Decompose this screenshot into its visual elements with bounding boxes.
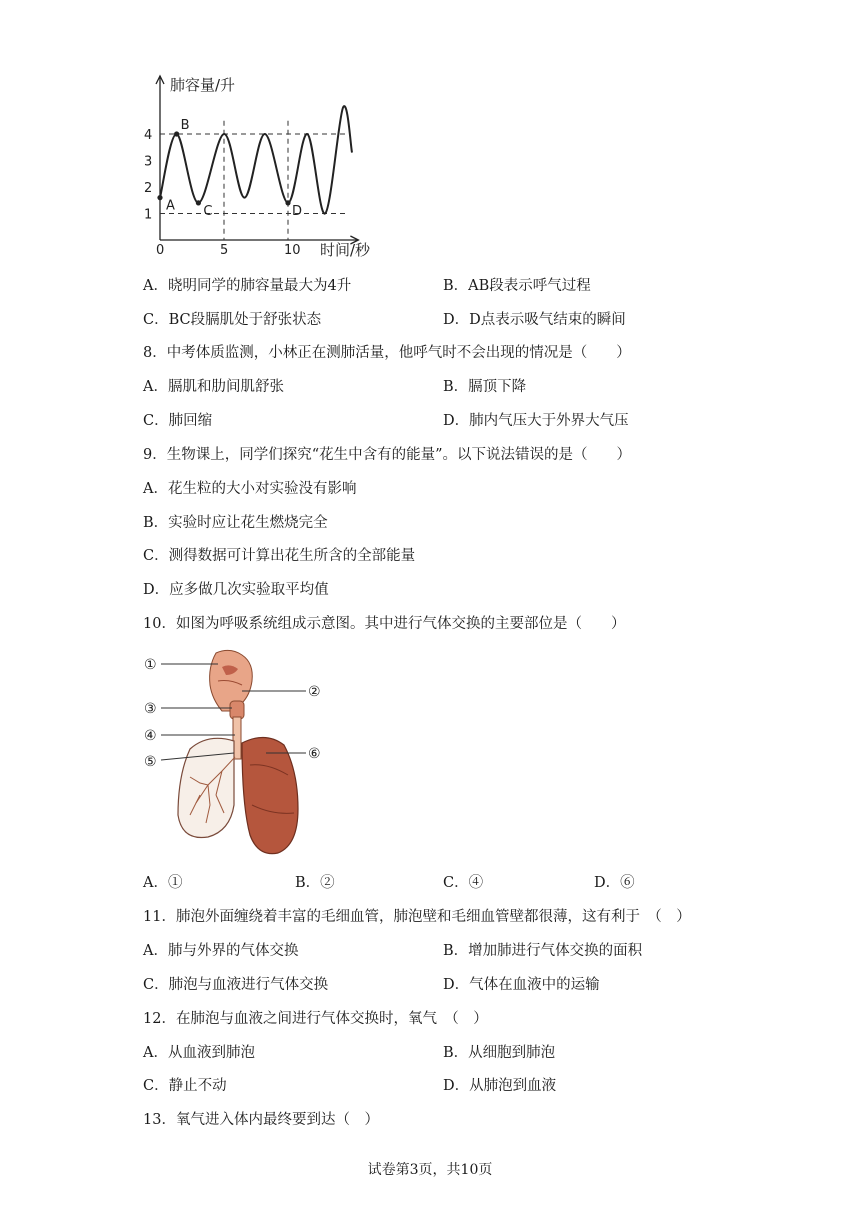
q9-option-c[interactable]: C．测得数据可计算出花生所含的全部能量	[143, 548, 416, 564]
point-b	[174, 131, 179, 136]
q13-stem: 13．氧气进入体内最终要到达（ ）	[143, 1112, 379, 1128]
x-axis-label: 时间/秒	[320, 241, 371, 259]
label-6: ⑥	[308, 746, 321, 762]
q10-option-d[interactable]: D．⑥	[594, 875, 635, 891]
label-5: ⑤	[144, 754, 157, 770]
q7-option-c[interactable]: C．BC段膈肌处于舒张状态	[143, 312, 322, 328]
point-label-a: A	[166, 198, 175, 214]
q12-option-c[interactable]: C．静止不动	[143, 1078, 227, 1094]
y-tick-label: 2	[144, 181, 153, 196]
q9-option-a[interactable]: A．花生粒的大小对实验没有影响	[143, 481, 357, 497]
right-lung	[242, 737, 298, 853]
larynx	[230, 701, 244, 719]
q12-option-a[interactable]: A．从血液到肺泡	[143, 1045, 255, 1061]
q10-option-a[interactable]: A．①	[143, 875, 183, 891]
q11-option-c[interactable]: C．肺泡与血液进行气体交换	[143, 977, 329, 993]
q8-option-c[interactable]: C．肺回缩	[143, 413, 213, 429]
q11-option-d[interactable]: D．气体在血液中的运输	[443, 977, 600, 993]
q10-stem: 10．如图为呼吸系统组成示意图。其中进行气体交换的主要部位是（ ）	[143, 616, 626, 632]
q12-stem: 12．在肺泡与血液之间进行气体交换时，氧气 （ ）	[143, 1011, 488, 1027]
point-label-b: B	[180, 118, 190, 133]
q7-option-b[interactable]: B．AB段表示呼气过程	[443, 278, 591, 294]
point-label-c: C	[203, 203, 213, 219]
label-4: ④	[144, 728, 157, 744]
point-label-d: D	[292, 203, 303, 219]
q11-option-b[interactable]: B．增加肺进行气体交换的面积	[443, 943, 643, 959]
label-2: ②	[308, 684, 321, 700]
label-1: ①	[144, 657, 157, 673]
q9-stem: 9．生物课上，同学们探究“花生中含有的能量”。以下说法错误的是（ ）	[143, 447, 632, 463]
respiratory-system-diagram	[138, 645, 338, 860]
q8-option-d[interactable]: D．肺内气压大于外界大气压	[443, 413, 629, 429]
q10-option-b[interactable]: B．②	[295, 875, 335, 891]
point-c	[196, 200, 201, 205]
q12-option-d[interactable]: D．从肺泡到血液	[443, 1078, 557, 1094]
y-tick-label: 3	[144, 154, 153, 170]
q8-stem: 8．中考体质监测，小林正在测肺活量，他呼气时不会出现的情况是（ ）	[143, 345, 631, 361]
page-footer: 试卷第3页，共10页	[367, 1162, 493, 1178]
point-d	[285, 200, 290, 205]
q12-option-b[interactable]: B．从细胞到肺泡	[443, 1045, 556, 1061]
x-tick-label: 10	[284, 243, 301, 258]
q10-option-c[interactable]: C．④	[443, 875, 484, 891]
q7-option-d[interactable]: D．D点表示吸气结束的瞬间	[443, 312, 626, 328]
y-tick-label: 4	[144, 128, 153, 143]
label-3: ③	[144, 701, 157, 717]
q9-option-b[interactable]: B．实验时应让花生燃烧完全	[143, 515, 328, 531]
point-a	[157, 195, 162, 200]
q9-option-d[interactable]: D．应多做几次实验取平均值	[143, 582, 329, 598]
q8-option-b[interactable]: B．膈顶下降	[443, 379, 527, 395]
x-tick-label: 0	[156, 243, 165, 258]
y-axis-label: 肺容量/升	[170, 76, 236, 94]
q11-stem: 11．肺泡外面缠绕着丰富的毛细血管，肺泡壁和毛细血管壁都很薄，这有利于 （ ）	[143, 909, 691, 925]
x-tick-label: 5	[220, 243, 229, 258]
q7-option-a[interactable]: A．晓明同学的肺容量最大为4升	[143, 278, 352, 294]
q11-option-a[interactable]: A．肺与外界的气体交换	[143, 943, 299, 959]
q8-option-a[interactable]: A．膈肌和肋间肌舒张	[143, 379, 284, 395]
y-tick-label: 1	[144, 207, 153, 223]
lung-volume-chart	[138, 68, 388, 260]
